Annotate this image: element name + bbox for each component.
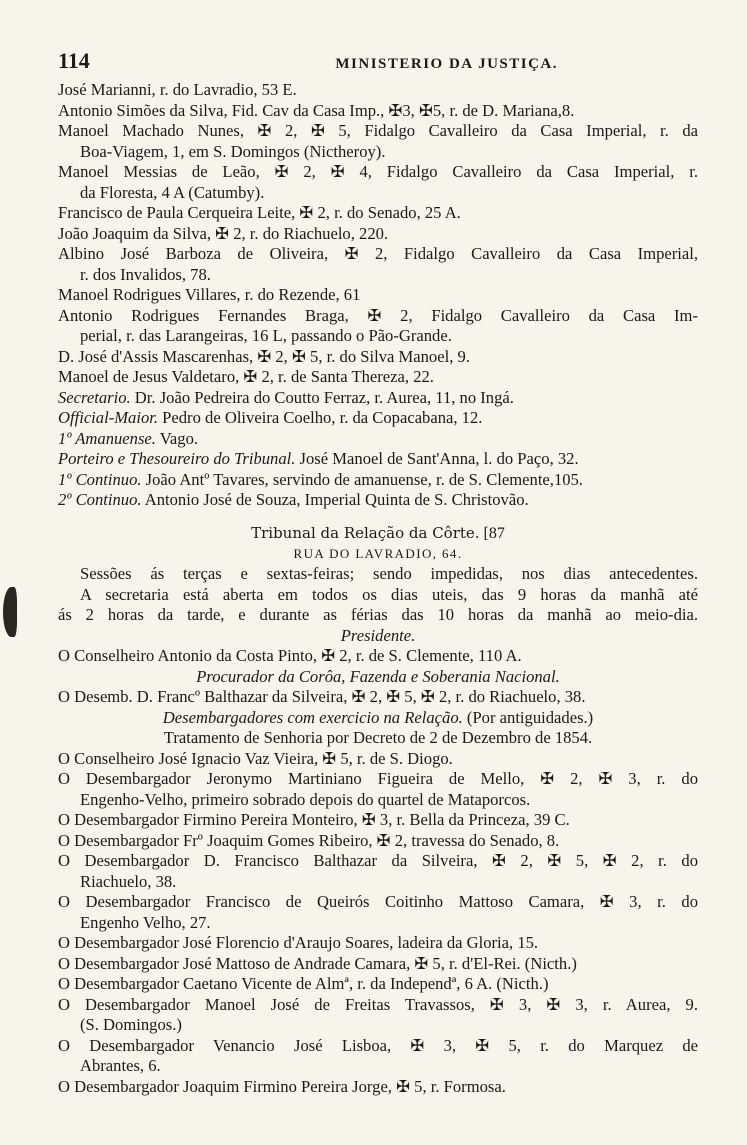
desembargador-entry bbox=[58, 974, 698, 995]
staff-role: 2º Continuo. bbox=[58, 490, 142, 509]
entry-line: João Joaquim da Silva, ✠ 2, r. do Riachuelo, 220. bbox=[58, 223, 389, 243]
directory-entry bbox=[58, 162, 698, 203]
page-header bbox=[58, 48, 698, 80]
procurador-entry: O Desemb. D. Francº Balthazar da Silveira, ✠ 2, ✠ 5, ✠ 2, r. do Riachuelo, 38. bbox=[58, 687, 586, 706]
staff-entry bbox=[58, 408, 698, 429]
staff-text: Dr. João Pedreira do Coutto Ferraz, r. Aurea, 11, no Ingá. bbox=[130, 387, 514, 407]
directory-entry bbox=[58, 121, 698, 162]
staff-role: Porteiro e Thesoureiro do Tribunal. bbox=[58, 449, 296, 468]
entry-line: O Desembargador Venancio José Lisboa, ✠ 3, ✠ 5, r. do Marquez de bbox=[58, 1035, 698, 1055]
entry-line: O Desembargador Caetano Vicente de Almª, r. da Independª, 6 A. (Nicth.) bbox=[58, 974, 549, 993]
antiguidades-note: (Por antiguidades.) bbox=[462, 707, 594, 727]
staff-text: João Antº Tavares, servindo de amanuense, r. de S. Clemente,105. bbox=[141, 469, 583, 489]
desembargador-entry bbox=[58, 769, 698, 810]
staff-text: Antonio José de Souza, Imperial Quinta de S. Christovão. bbox=[141, 490, 529, 509]
entry-line: Manoel de Jesus Valdetaro, ✠ 2, r. de Santa Thereza, 22. bbox=[58, 367, 434, 386]
staff-entry bbox=[58, 388, 698, 409]
entry-line: O Desembargador Manoel José de Freitas Travassos, ✠ 3, ✠ 3, r. Aurea, 9. bbox=[58, 994, 698, 1014]
desembargador-entry bbox=[58, 892, 698, 933]
entry-continuation: Engenho-Velho, primeiro sobrado depois do quartel de Mataporcos. bbox=[80, 789, 531, 809]
directory-entry bbox=[58, 285, 698, 306]
desembargador-entry bbox=[58, 1077, 698, 1098]
entry-line: D. José d'Assis Mascarenhas, ✠ 2, ✠ 5, r. do Silva Manoel, 9. bbox=[58, 346, 470, 366]
staff-text: Pedro de Oliveira Coelho, r. da Copacabana, 12. bbox=[158, 408, 483, 427]
entry-line: O Desembargador Francisco de Queirós Coitinho Mattoso Camara, ✠ 3, r. do bbox=[58, 892, 698, 911]
desembargadores-list bbox=[58, 749, 698, 1098]
directory-entry bbox=[58, 203, 698, 224]
desembargador-entry bbox=[58, 810, 698, 831]
directory-entry bbox=[58, 80, 698, 101]
page-number: 114 bbox=[58, 48, 90, 73]
section-title: Tribunal da Relação da Côrte. bbox=[251, 523, 480, 542]
entry-line: O Desembargador Joaquim Firmino Pereira Jorge, ✠ 5, r. Formosa. bbox=[58, 1076, 506, 1096]
entry-line: José Marianni, r. do Lavradio, 53 E. bbox=[58, 80, 297, 99]
directory-entry bbox=[58, 224, 698, 245]
staff-role: Secretario. bbox=[58, 387, 131, 407]
entry-line: Francisco de Paula Cerqueira Leite, ✠ 2, r. do Senado, 25 A. bbox=[58, 203, 461, 222]
entry-line: Antonio Rodrigues Fernandes Braga, ✠ 2, Fidalgo Cavalleiro da Casa Im- bbox=[58, 305, 698, 325]
staff-entry bbox=[58, 429, 698, 450]
entry-line: O Desembargador José Florencio d'Araujo Soares, ladeira da Gloria, 15. bbox=[58, 933, 539, 952]
desembargadores-heading bbox=[58, 708, 698, 729]
entry-continuation: r. dos Invalidos, 78. bbox=[80, 264, 211, 284]
staff-role: Official-Maior. bbox=[58, 408, 159, 427]
directory-entry bbox=[58, 367, 698, 388]
entry-line: Manoel Messias de Leão, ✠ 2, ✠ 4, Fidalgo Cavalleiro da Casa Imperial, r. bbox=[58, 162, 698, 181]
entry-line: O Desembargador Firmino Pereira Monteiro, ✠ 3, r. Bella da Princeza, 39 C. bbox=[58, 810, 570, 829]
page-edge-mark bbox=[3, 587, 17, 637]
staff-list bbox=[58, 388, 698, 511]
entries-list bbox=[58, 80, 698, 388]
secretaria-text-1: A secretaria está aberta em todos os dias uteis, das 9 horas da manhã até bbox=[80, 584, 698, 604]
desembargador-entry bbox=[58, 1036, 698, 1077]
entry-line: Manoel Machado Nunes, ✠ 2, ✠ 5, Fidalgo Cavalleiro da Casa Imperial, r. da bbox=[58, 121, 698, 140]
directory-entry bbox=[58, 347, 698, 368]
staff-role: 1º Continuo. bbox=[58, 469, 142, 489]
tratamento-text: Tratamento de Senhoria por Decreto de 2 de Dezembro de 1854. bbox=[163, 728, 593, 747]
desembargador-entry bbox=[58, 851, 698, 892]
entry-continuation: Riachuelo, 38. bbox=[80, 871, 177, 891]
document-page bbox=[58, 48, 698, 1097]
entry-line: Antonio Simões da Silva, Fid. Cav da Casa Imp., ✠3, ✠5, r. de D. Mariana,8. bbox=[58, 100, 575, 120]
staff-text: José Manoel de Sant'Anna, l. do Paço, 32. bbox=[295, 449, 579, 468]
staff-entry bbox=[58, 449, 698, 470]
desembargador-entry bbox=[58, 995, 698, 1036]
desembargador-entry bbox=[58, 831, 698, 852]
entry-continuation: perial, r. das Larangeiras, 16 L, passando o Pão-Grande. bbox=[80, 326, 452, 345]
secretaria-text-2: ás 2 horas da tarde, e durante as férias das 10 horas da manhã ao meio-dia. bbox=[58, 605, 698, 624]
desembargadores-label: Desembargadores com exercicio na Relação. bbox=[162, 707, 463, 727]
entry-line: O Conselheiro José Ignacio Vaz Vieira, ✠ 5, r. de S. Diogo. bbox=[58, 748, 453, 768]
entry-line: O Desembargador Jeronymo Martiniano Figueira de Mello, ✠ 2, ✠ 3, r. do bbox=[58, 769, 698, 788]
staff-role: 1º Amanuense. bbox=[58, 428, 156, 448]
desembargador-entry bbox=[58, 954, 698, 975]
section-street: RUA DO LAVRADIO, 64. bbox=[293, 545, 463, 561]
entry-continuation: Engenho Velho, 27. bbox=[80, 912, 211, 932]
entry-continuation: Boa-Viagem, 1, em S. Domingos (Nictheroy). bbox=[80, 141, 386, 161]
presidente-entry: O Conselheiro Antonio da Costa Pinto, ✠ 2, r. de S. Clemente, 110 A. bbox=[58, 646, 522, 665]
procurador-label: Procurador da Corôa, Fazenda e Soberania Nacional. bbox=[196, 666, 560, 686]
desembargador-entry bbox=[58, 933, 698, 954]
sessions-text: Sessões ás terças e sextas-feiras; sendo impedidas, nos dias antecedentes. bbox=[80, 564, 698, 583]
running-title: MINISTERIO DA JUSTIÇA. bbox=[335, 56, 558, 72]
directory-entry bbox=[58, 244, 698, 285]
staff-entry bbox=[58, 490, 698, 511]
entry-line: Albino José Barboza de Oliveira, ✠ 2, Fidalgo Cavalleiro da Casa Imperial, bbox=[58, 244, 698, 263]
entry-continuation: (S. Domingos.) bbox=[80, 1015, 182, 1034]
entry-line: Manoel Rodrigues Villares, r. do Rezende, 61 bbox=[58, 285, 361, 304]
entry-line: O Desembargador D. Francisco Balthazar da Silveira, ✠ 2, ✠ 5, ✠ 2, r. do bbox=[58, 851, 698, 870]
entry-line: O Desembargador José Mattoso de Andrade Camara, ✠ 5, r. d'El-Rei. (Nicth.) bbox=[58, 953, 577, 973]
desembargador-entry bbox=[58, 749, 698, 770]
section-year: [87 bbox=[483, 524, 505, 542]
section-heading bbox=[58, 523, 698, 544]
entry-line: O Desembargador Frº Joaquim Gomes Ribeiro, ✠ 2, travessa do Senado, 8. bbox=[58, 830, 560, 850]
entry-continuation: da Floresta, 4 A (Catumby). bbox=[80, 182, 265, 202]
directory-entry bbox=[58, 306, 698, 347]
staff-entry bbox=[58, 470, 698, 491]
staff-text: Vago. bbox=[155, 428, 199, 448]
directory-entry bbox=[58, 101, 698, 122]
entry-continuation: Abrantes, 6. bbox=[80, 1056, 161, 1075]
presidente-label: Presidente. bbox=[340, 625, 416, 645]
